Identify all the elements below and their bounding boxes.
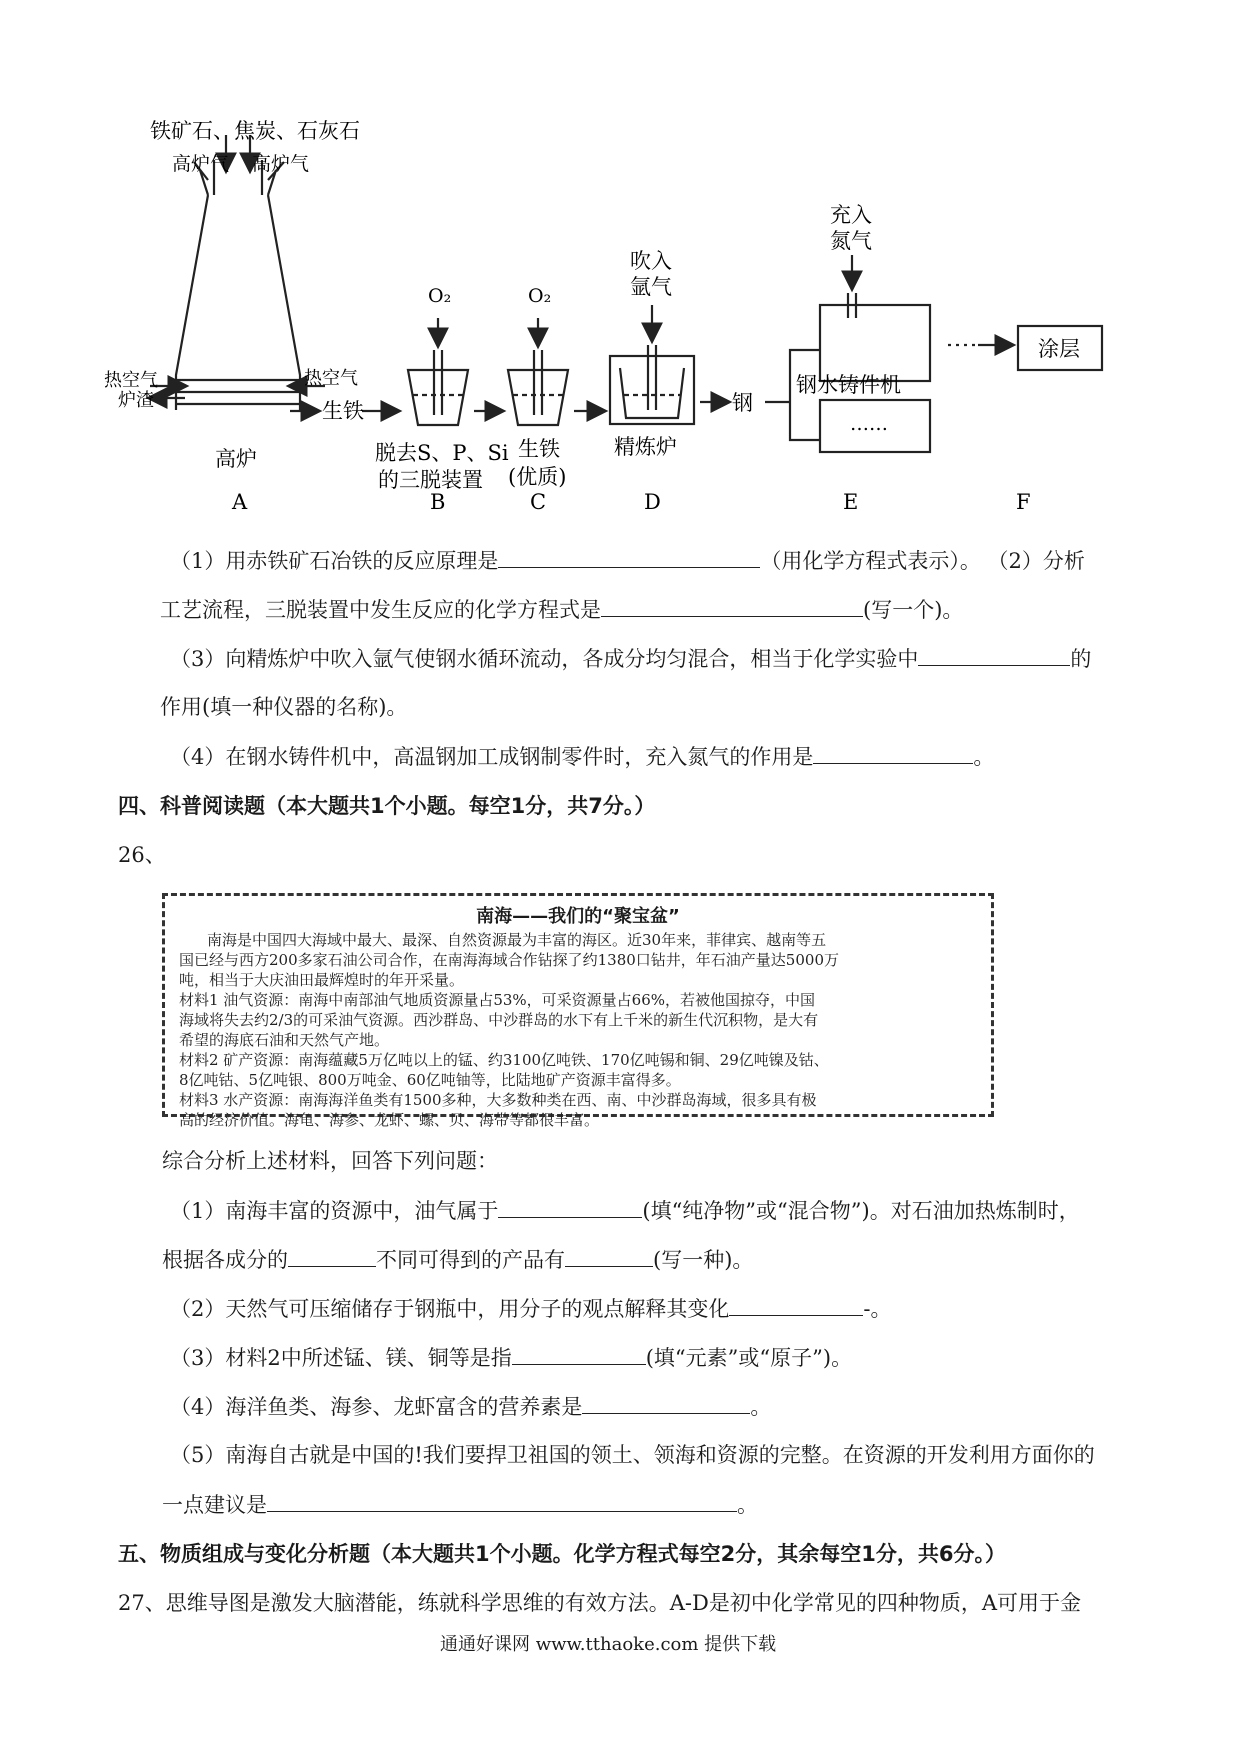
c-label-2: (优质) — [508, 465, 567, 489]
o2-c: O₂ — [528, 285, 552, 307]
article-title: 南海——我们的“聚宝盆” — [476, 906, 680, 927]
q25-blank-4[interactable] — [813, 741, 973, 764]
letter-a: A — [232, 490, 248, 514]
furnace-label: 高炉 — [215, 447, 257, 471]
nitrogen-in-2: 氮气 — [830, 229, 872, 253]
article-line: 国已经与西方200多家石油公司合作，在南海海域合作钻探了约1380口钻井，年石油产量达5000万 — [179, 951, 839, 969]
casting-machine-upper — [820, 305, 930, 381]
pig-iron-label: 生铁 — [322, 399, 364, 423]
furnace-gas-left: 高炉气 — [172, 153, 230, 175]
vessel-b — [408, 370, 468, 425]
article-line: 希望的海底石油和天然气产地。 — [179, 1031, 390, 1049]
q26-line-4: （3）材料2中所述锰、镁、铜等是指 (填“元素”或“原子”)。 — [170, 1342, 852, 1373]
coating-label: 涂层 — [1038, 337, 1080, 361]
q25-blank-2[interactable] — [601, 594, 863, 617]
q26-line-3: （2）天然气可压缩储存于钢瓶中，用分子的观点解释其变化 -。 — [170, 1293, 891, 1324]
q26-blank-1[interactable] — [498, 1195, 642, 1218]
letter-f: F — [1016, 490, 1031, 514]
hot-air-right: 热空气 — [304, 368, 358, 389]
q26-line-7: 一点建议是 。 — [162, 1489, 758, 1520]
c-label-1: 生铁 — [518, 437, 560, 461]
q26-intro: 综合分析上述材料，回答下列问题： — [162, 1149, 498, 1173]
article-line: 高的经济价值。海龟、海参、龙虾、螺、贝、海带等都很丰富。 — [179, 1111, 600, 1129]
refining-label: 精炼炉 — [614, 435, 677, 459]
q26-line-6: （5）南海自古就是中国的!我们要捍卫祖国的领土、领海和资源的完整。在资源的开发利用方面你的 — [170, 1443, 1095, 1467]
nitrogen-in-1: 充入 — [830, 203, 872, 227]
b-label-2: 的三脱装置 — [378, 468, 483, 492]
page-footer: 通通好课网 www.tthaoke.com 提供下载 — [440, 1634, 777, 1655]
o2-b: O₂ — [428, 285, 452, 307]
raw-materials-label: 铁矿石、焦炭、石灰石 — [150, 119, 360, 143]
q25-line-2: 工艺流程，三脱装置中发生反应的化学方程式是 (写一个)。 — [160, 594, 963, 625]
article-line: 材料1 油气资源：南海中南部油气地质资源量占53%，可采资源量占66%，若被他国掠夺，中国 — [179, 991, 815, 1009]
article-line: 8亿吨钴、5亿吨银、800万吨金、60亿吨铀等，比陆地矿产资源丰富得多。 — [179, 1071, 681, 1089]
furnace-gas-right: 高炉气 — [252, 153, 310, 175]
casting-machine-label: 钢水铸件机 — [796, 373, 901, 397]
q26-blank-3[interactable] — [565, 1244, 653, 1267]
q26-line-2: 根据各成分的 不同可得到的产品有 (写一种)。 — [162, 1244, 753, 1275]
q25-blank-1[interactable] — [498, 545, 760, 568]
section-5-heading: 五、物质组成与变化分析题（本大题共1个小题。化学方程式每空2分，其余每空1分，共6分。） — [118, 1542, 1006, 1566]
letter-d: D — [644, 490, 661, 514]
q25-line-3: （3）向精炼炉中吹入氩气使钢水循环流动，各成分均匀混合，相当于化学实验中 的 — [170, 643, 1091, 674]
q25-line-5: （4）在钢水铸件机中，高温钢加工成钢制零件时，充入氮气的作用是 。 — [170, 741, 994, 772]
letter-e: E — [843, 490, 859, 514]
q26-blank-4[interactable] — [729, 1293, 863, 1316]
b-label-1: 脱去S、P、Si — [375, 441, 509, 465]
slag-label: 炉渣 — [118, 390, 154, 411]
letter-b: B — [430, 490, 446, 514]
q26-blank-7[interactable] — [267, 1489, 737, 1512]
letter-c: C — [530, 490, 547, 514]
argon-in-1: 吹入 — [630, 249, 672, 273]
q26-line-1: （1）南海丰富的资源中，油气属于 (填“纯净物”或“混合物”)。对石油加热炼制时， — [170, 1195, 1080, 1226]
q26-blank-2[interactable] — [288, 1244, 376, 1267]
article-line: 材料3 水产资源：南海海洋鱼类有1500多种，大多数种类在西、南、中沙群岛海域，很多具有极 — [179, 1091, 817, 1109]
section-4-heading: 四、科普阅读题（本大题共1个小题。每空1分，共7分。） — [118, 794, 656, 818]
article-line: 吨，相当于大庆油田最辉煌时的年开采量。 — [179, 971, 465, 989]
hot-air-left: 热空气 — [104, 370, 158, 391]
article-line: 南海是中国四大海域中最大、最深、自然资源最为丰富的海区。近30年来，菲律宾、越南等五 — [207, 931, 827, 949]
q25-line-1: （1）用赤铁矿石冶铁的反应原理是 （用化学方程式表示）。 （2）分析 — [170, 545, 1085, 576]
lower-box-dots: …… — [850, 413, 888, 435]
article-line: 海域将失去约2/3的可采油气资源。西沙群岛、中沙群岛的水下有上千米的新生代沉积物，是大有 — [179, 1011, 819, 1029]
q25-blank-3[interactable] — [918, 643, 1070, 666]
article-line: 材料2 矿产资源：南海蕴藏5万亿吨以上的锰、约3100亿吨铁、170亿吨锡和铜、29亿吨镍及钴、 — [179, 1051, 829, 1069]
steelmaking-process-diagram — [0, 0, 1240, 530]
q26-blank-6[interactable] — [582, 1391, 750, 1414]
argon-in-2: 氩气 — [630, 275, 672, 299]
steel-label: 钢 — [732, 391, 753, 415]
vessel-c — [508, 370, 568, 425]
q26-blank-5[interactable] — [512, 1342, 646, 1365]
q25-line-4: 作用(填一种仪器的名称)。 — [160, 695, 408, 719]
q27-line: 27、思维导图是激发大脑潜能，练就科学思维的有效方法。A-D是初中化学常见的四种物质，A可用于金 — [118, 1591, 1081, 1615]
q26-number: 26、 — [118, 843, 166, 867]
q26-line-5: （4）海洋鱼类、海参、龙虾富含的营养素是 。 — [170, 1391, 771, 1422]
reading-material-box — [162, 893, 994, 1129]
blast-furnace-shape — [176, 195, 300, 410]
article-body — [165, 928, 991, 1130]
